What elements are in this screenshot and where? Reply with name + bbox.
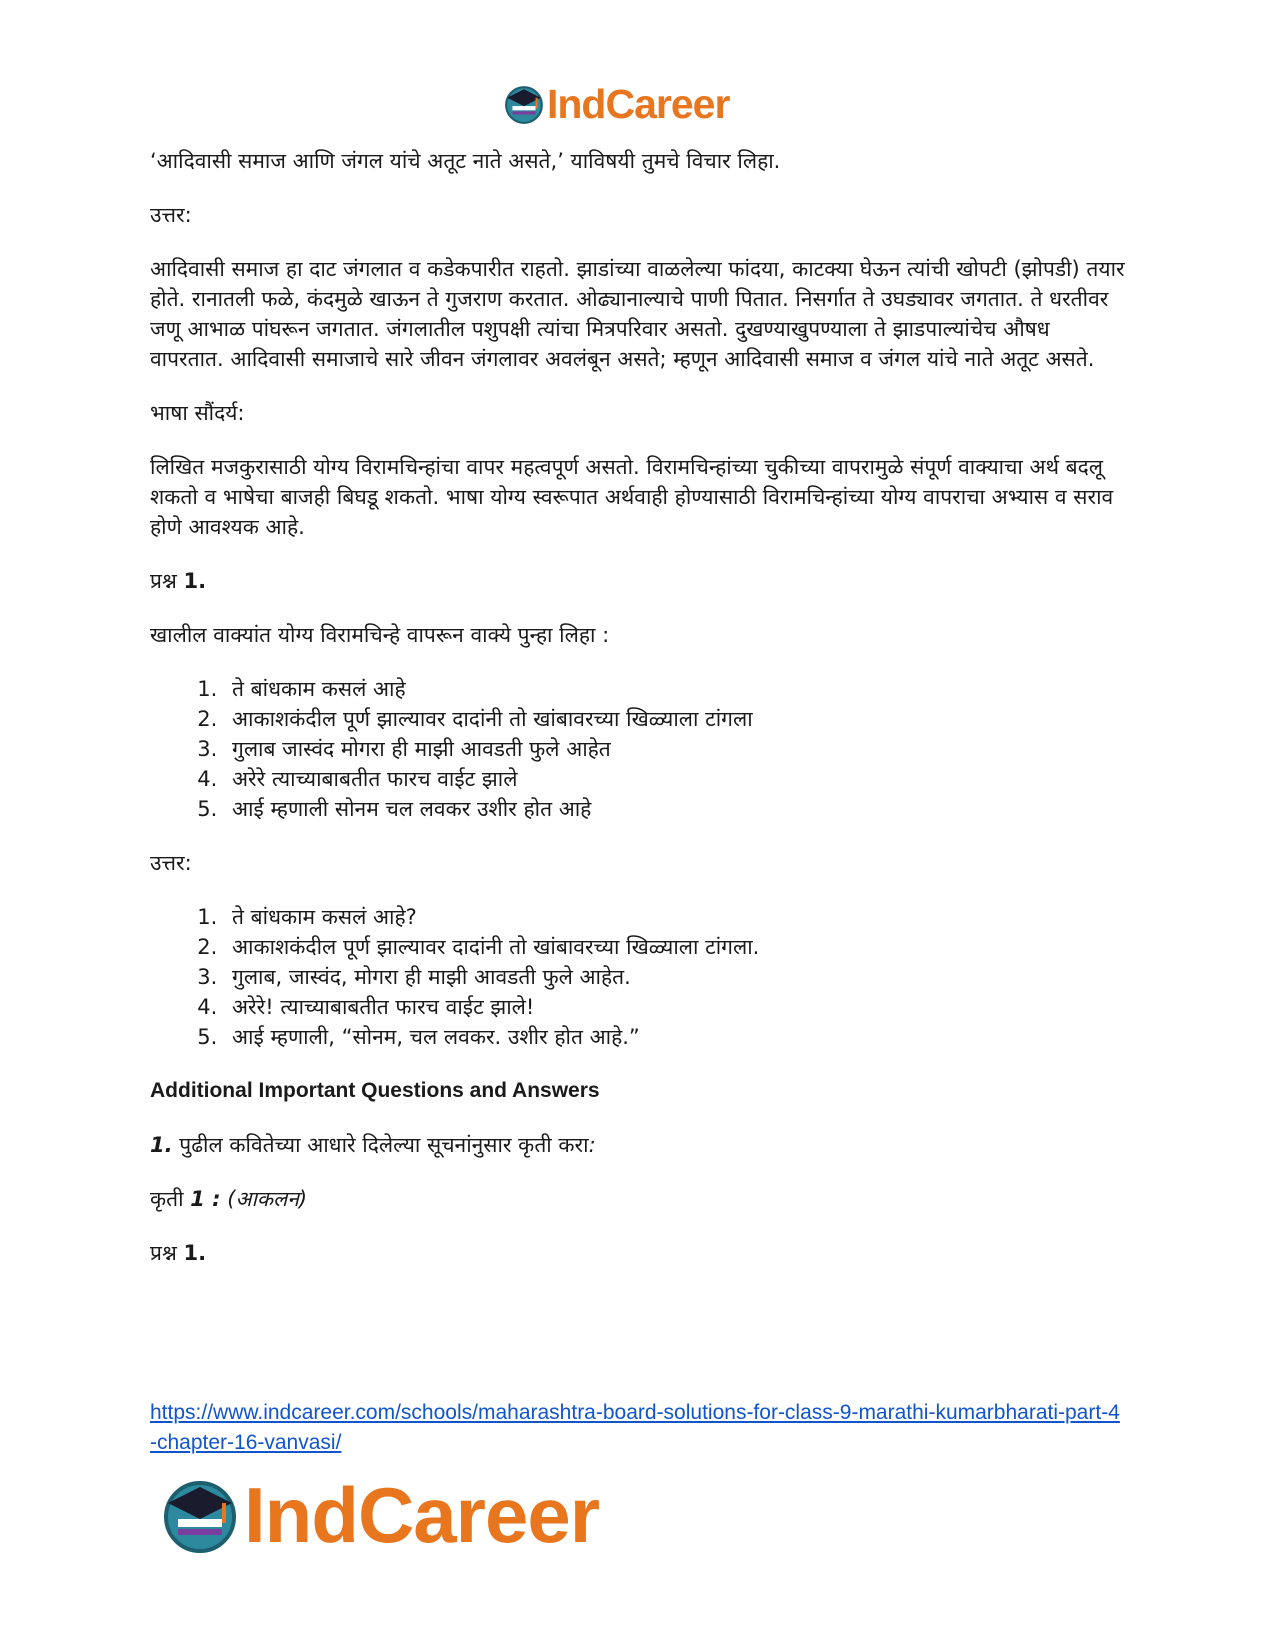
list-item: 2. आकाशकंदील पूर्ण झाल्यावर दादांनी तो खांबावरच्या खिळ्याला टांगला bbox=[224, 704, 1125, 734]
answer-label-2: उत्तर: bbox=[150, 851, 192, 875]
list-item: 4. अरेरे त्याच्याबाबतीत फारच वाईट झाले bbox=[224, 764, 1125, 794]
document-body bbox=[150, 146, 1125, 1268]
additional-heading: Additional Important Questions and Answers bbox=[150, 1079, 600, 1102]
question-list bbox=[150, 674, 1125, 824]
kruti-number: 1 : bbox=[190, 1187, 221, 1211]
prashna-number: 1. bbox=[183, 1241, 207, 1265]
prashna-word: प्रश्न bbox=[150, 1241, 177, 1265]
indcareer-logo-top bbox=[503, 82, 729, 126]
list-item: 2. आकाशकंदील पूर्ण झाल्यावर दादांनी तो खांबावरच्या खिळ्याला टांगला. bbox=[224, 932, 1125, 962]
kruti-word: कृती bbox=[150, 1187, 184, 1211]
graduation-cap-globe-icon bbox=[503, 83, 545, 125]
q1-colon: : bbox=[588, 1133, 596, 1157]
prashna-number: 1. bbox=[183, 569, 207, 593]
list-item: 5. आई म्हणाली सोनम चल लवकर उशीर होत आहे bbox=[224, 794, 1125, 824]
bhasha-heading: भाषा सौंदर्य: bbox=[150, 401, 245, 425]
prashna-1-label bbox=[150, 566, 1125, 596]
list-item: 4. अरेरे! त्याच्याबाबतीत फारच वाईट झाले! bbox=[224, 992, 1125, 1022]
logo-wordmark: IndCareer bbox=[547, 80, 730, 127]
q1-line bbox=[150, 1130, 1125, 1160]
list-item: 1. ते बांधकाम कसलं आहे bbox=[224, 674, 1125, 704]
logo-wordmark: IndCareer bbox=[244, 1470, 600, 1559]
list-item: 1. ते बांधकाम कसलं आहे? bbox=[224, 902, 1125, 932]
answer-paragraph: आदिवासी समाज हा दाट जंगलात व कडेकपारीत राहतो. झाडांच्या वाळलेल्या फांदया, काटक्या घेऊन त्यांची खोपटी (झोपडी) तयार होते. रानातली फळे, कंदमुळे खाऊन ते गुजराण करतात. ओढ्यानाल्याचे पाणी पितात. निसर्गात ते उघड्यावर जगतात. ते धरतीवर जणू आभाळ पांघरून जगतात. जंगलातील पशुपक्षी त्यांचा मित्रपरिवार असतो. दुखण्याखुपण्याला ते झाडपाल्यांचेच औषध वापरतात. आदिवासी समाजाचे सारे जीवन जंगलावर अवलंबून असते; म्हणून आदिवासी समाज व जंगल यांचे नाते अतूट असते. bbox=[150, 257, 1125, 371]
list-item: 3. गुलाब, जास्वंद, मोगरा ही माझी आवडती फुले आहेत. bbox=[224, 962, 1125, 992]
indcareer-logo-bottom bbox=[160, 1470, 600, 1559]
list-item: 5. आई म्हणाली, “सोनम, चल लवकर. उशीर होत आहे.” bbox=[224, 1022, 1125, 1052]
prashna-word: प्रश्न bbox=[150, 569, 177, 593]
list-item: 3. गुलाब जास्वंद मोगरा ही माझी आवडती फुले आहेत bbox=[224, 734, 1125, 764]
source-url-link[interactable]: https://www.indcareer.com/schools/maharashtra-board-solutions-for-class-9-marathi-kumarbharati-part-4-chapter-16-vanvasi/ bbox=[150, 1401, 1120, 1454]
q1-number: 1. bbox=[150, 1133, 173, 1157]
answer-list bbox=[150, 902, 1125, 1052]
answer-label: उत्तर: bbox=[150, 203, 192, 227]
q1-text: पुढील कवितेच्या आधारे दिलेल्या सूचनांनुसार कृती करा bbox=[179, 1133, 589, 1157]
kruti-sub: (आकलन) bbox=[227, 1187, 308, 1211]
graduation-cap-globe-icon bbox=[160, 1475, 240, 1555]
instruction: खालील वाक्यांत योग्य विरामचिन्हे वापरून वाक्ये पुन्हा लिहा : bbox=[150, 623, 610, 647]
kruti-line bbox=[150, 1184, 1125, 1214]
question-main: ‘आदिवासी समाज आणि जंगल यांचे अतूट नाते असते,’ याविषयी तुमचे विचार लिहा. bbox=[150, 149, 781, 173]
prashna-1-label-b bbox=[150, 1238, 1125, 1268]
bhasha-paragraph: लिखित मजकुरासाठी योग्य विरामचिन्हांचा वापर महत्वपूर्ण असतो. विरामचिन्हांच्या चुकीच्या वापरामुळे संपूर्ण वाक्याचा अर्थ बदलू शकतो व भाषेचा बाजही बिघडू शकतो. भाषा योग्य स्वरूपात अर्थवाही होण्यासाठी विरामचिन्हांच्या योग्य वापराचा अभ्यास व सराव होणे आवश्यक आहे. bbox=[150, 455, 1114, 539]
